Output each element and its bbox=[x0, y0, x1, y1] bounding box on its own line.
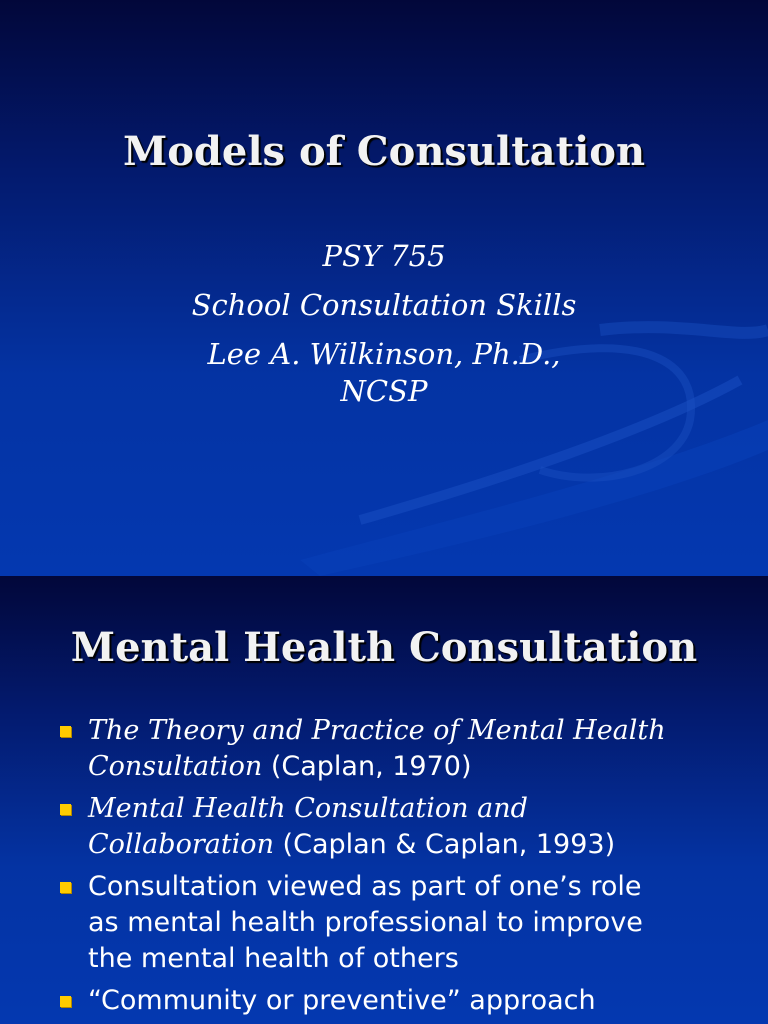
subtitle-block bbox=[0, 236, 768, 408]
author-name: Lee A. Wilkinson, Ph.D., bbox=[207, 337, 561, 371]
bullet-line: the mental health of others bbox=[88, 943, 459, 974]
book-title: Consultation bbox=[88, 751, 263, 782]
list-item bbox=[58, 869, 748, 977]
list-item bbox=[58, 713, 748, 785]
square-bullet-icon bbox=[60, 804, 71, 815]
list-item bbox=[58, 791, 748, 863]
square-bullet-icon bbox=[60, 996, 71, 1007]
slide-title: Mental Health Consultation bbox=[70, 624, 698, 671]
list-item bbox=[58, 983, 748, 1019]
book-title: Collaboration bbox=[88, 829, 274, 860]
square-bullet-icon bbox=[60, 726, 71, 737]
course-code: PSY 755 bbox=[322, 239, 446, 273]
bullet-line: as mental health professional to improve bbox=[88, 907, 643, 938]
square-bullet-icon bbox=[60, 882, 71, 893]
content-slide bbox=[0, 576, 768, 1024]
bullet-line: “Community or preventive” approach bbox=[88, 985, 596, 1016]
citation: (Caplan, 1970) bbox=[262, 751, 472, 782]
book-title: Mental Health Consultation and bbox=[88, 793, 528, 824]
book-title: The Theory and Practice of Mental Health bbox=[88, 715, 666, 746]
course-title: School Consultation Skills bbox=[191, 288, 577, 322]
slide-title: Models of Consultation bbox=[122, 128, 646, 175]
citation: (Caplan & Caplan, 1993) bbox=[273, 829, 616, 860]
bullet-line: Consultation viewed as part of one’s role bbox=[88, 871, 642, 902]
author-credential: NCSP bbox=[340, 374, 428, 408]
bullet-list bbox=[58, 713, 748, 1024]
